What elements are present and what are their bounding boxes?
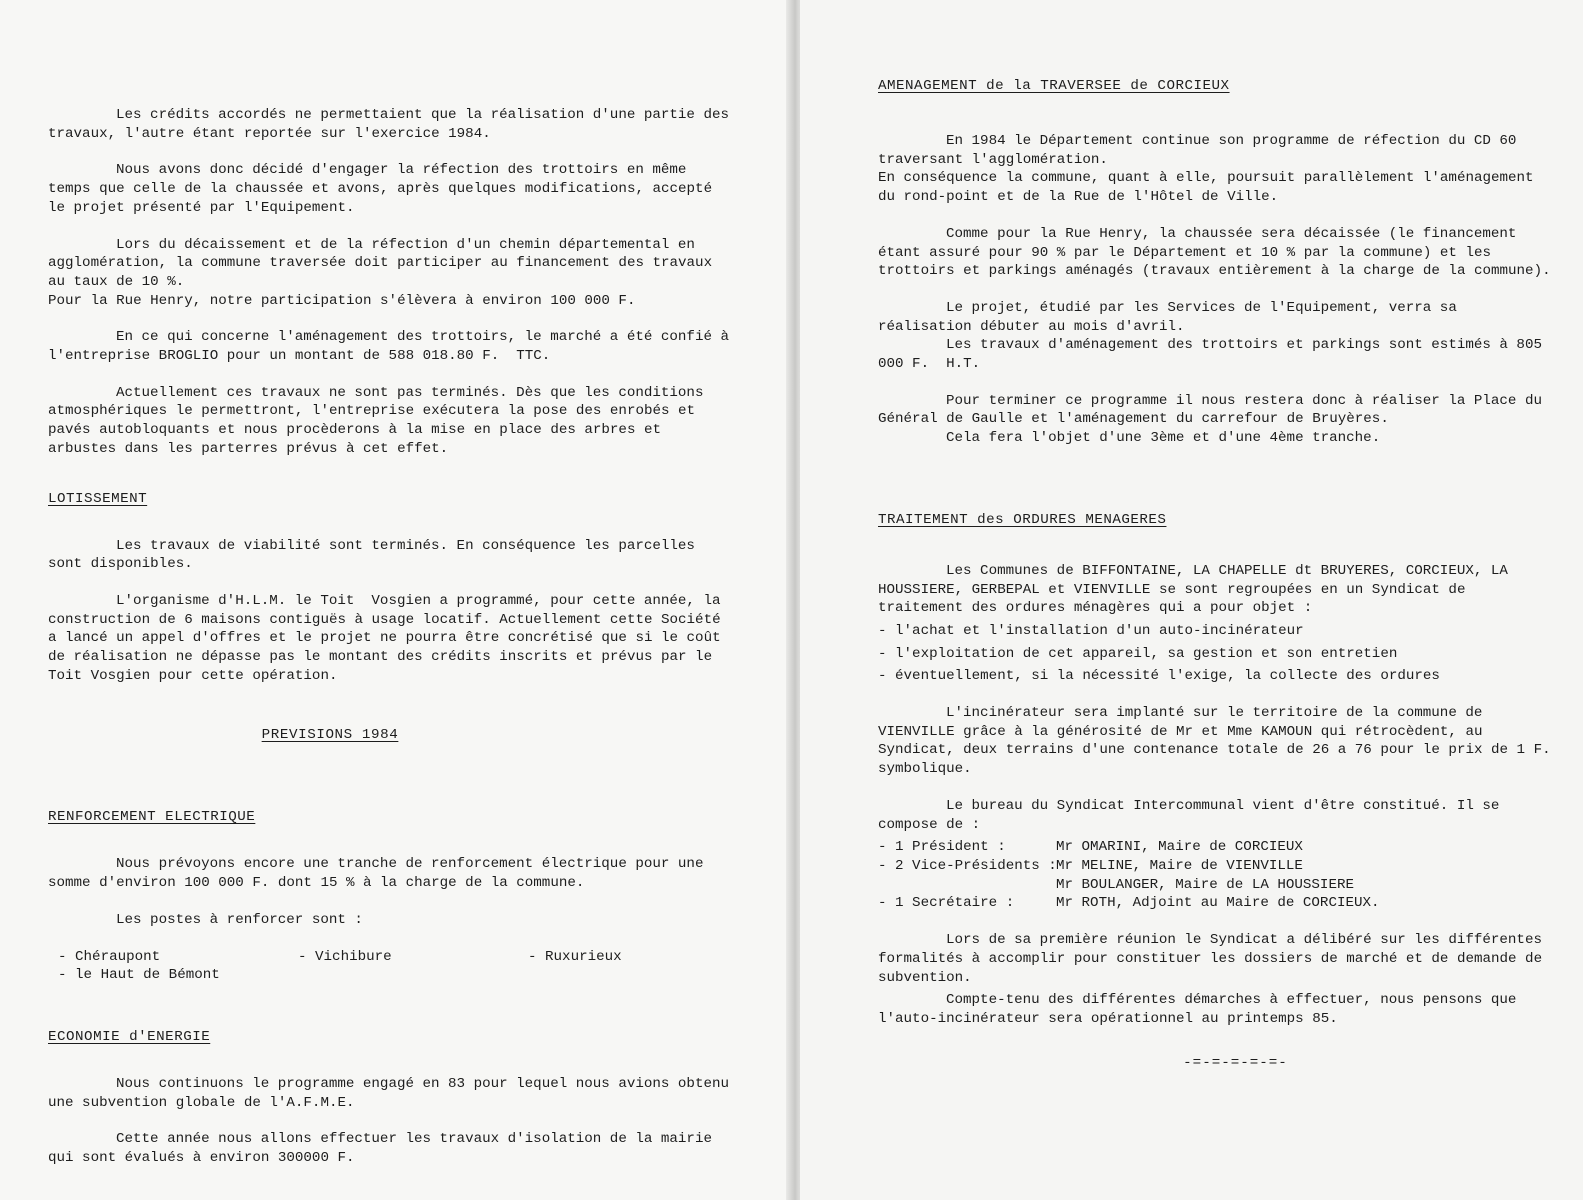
paragraph: Le bureau du Syndicat Intercommunal vient d'être constitué. Il se compose de : [878, 797, 1508, 833]
list-item: - l'exploitation de cet appareil, sa gestion et son entretien [878, 645, 1398, 662]
bureau-row [878, 857, 1553, 876]
paragraph: Nous avons donc décidé d'engager la réfection des trottoirs en même temps que celle de la chaussée et avons, après quelques modifications, accepté le projet présenté par l'Equipement. [48, 162, 721, 216]
postes-list [58, 948, 732, 985]
bureau-role: - 2 Vice-Présidents : [878, 857, 1057, 874]
paragraph: Les postes à renforcer sont : [116, 911, 363, 928]
paragraph: Actuellement ces travaux ne sont pas terminés. Dès que les conditions atmosphériques le permettront, l'entreprise exécutera la pose des enrobés et pavés autobloquants et nous procèderons à la mise en place des arbres et arbustes dans les parterres prévus à cet effet. [48, 384, 712, 457]
objets-list [878, 622, 1553, 686]
paragraph: En 1984 le Département continue son programme de réfection du CD 60 traversant l'agglomération. [878, 133, 1525, 168]
paragraph: Les Communes de BIFFONTAINE, LA CHAPELLE dt BRUYERES, CORCIEUX, LA HOUSSIERE, GERBEPAL et VIENVILLE se sont regroupées en un Syndicat de traitement des ordures ménagères qui a pour objet : [878, 562, 1517, 617]
list-item: - l'achat et l'installation d'un auto-incinérateur [878, 622, 1304, 639]
bureau-name: Mr MELINE, Maire de VIENVILLE [1056, 857, 1303, 874]
paragraph: L'organisme d'H.L.M. le Toit Vosgien a programmé, pour cette année, la construction de 6 maisons contiguës à usage locatif. Actuellement cette Société a lancé un appel d'offres et le projet ne pourra être concrétisé que si le coût de réalisation ne dépasse pas le montant des crédits inscrits et prévus par le Toit Vosgien pour cette opération. [48, 592, 730, 684]
paragraph: Pour la Rue Henry, notre participation s'élèvera à environ 100 000 F. [48, 292, 636, 309]
bureau-role: - 1 Président : [878, 839, 1006, 856]
right-page [800, 0, 1583, 1200]
paragraph: Pour terminer ce programme il nous restera donc à réaliser la Place du Général de Gaulle et l'aménagement du carrefour de Bruyères. [878, 392, 1551, 428]
section-heading-economie: ECONOMIE d'ENERGIE [48, 1028, 211, 1045]
bureau-row [878, 838, 1553, 857]
paragraph: Lors du décaissement et de la réfection d'un chemin départemental en agglomération, la commune traversée doit participer au financement des travaux au taux de 10 %. [48, 236, 721, 290]
section-heading-amenagement: AMENAGEMENT de la TRAVERSEE de CORCIEUX [878, 78, 1230, 94]
bureau-row [878, 894, 1553, 913]
paragraph: L'incinérateur sera implanté sur le territoire de la commune de VIENVILLE grâce à la générosité de Mr et Mme KAMOUN qui rétrocèdent, au Syndicat, deux terrains d'une contenance totale de 26 a 76 pour le prix de 1 F. symbolique. [878, 705, 1560, 778]
section-heading-previsions [48, 725, 732, 743]
paragraph: Nous prévoyons encore une tranche de renforcement électrique pour une somme d'environ 100 000 F. dont 15 % à la charge de la commune. [48, 856, 712, 892]
previsions-title: PREVISIONS 1984 [261, 727, 399, 744]
paragraph: Cela fera l'objet d'une 3ème et d'une 4ème tranche. [946, 430, 1381, 447]
paragraph: Les travaux d'aménagement des trottoirs et parkings sont estimés à 805 000 F. H.T. [878, 337, 1551, 373]
paragraph: En conséquence la commune, quant à elle, poursuit parallèlement l'aménagement du rond-point et de la Rue de l'Hôtel de Ville. [878, 170, 1543, 206]
bureau-list [878, 838, 1553, 913]
bureau-name: Mr ROTH, Adjoint au Maire de CORCIEUX. [1056, 895, 1380, 912]
bureau-row [878, 876, 1553, 895]
bureau-role: - 1 Secrétaire : [878, 895, 1015, 912]
section-heading-renforcement: RENFORCEMENT ELECTRIQUE [48, 809, 256, 826]
paragraph: Compte-tenu des différentes démarches à effectuer, nous pensons que l'auto-incinérateur sera opérationnel au printemps 85. [878, 992, 1525, 1027]
paragraph: Le projet, étudié par les Services de l'Equipement, verra sa réalisation débuter au mois d'avril. [878, 299, 1466, 335]
list-item: - Chéraupont [58, 948, 161, 965]
paragraph: Cette année nous allons effectuer les travaux d'isolation de la mairie qui sont évalués à environ 300000 F. [48, 1131, 721, 1167]
paragraph: Comme pour la Rue Henry, la chaussée sera décaissée (le financement étant assuré pour 90 % par le Département et 10 % par la commune) et les trottoirs et parkings aménagés (travaux entièrement à la charge de la commune). [878, 225, 1551, 280]
paragraph: Lors de sa première réunion le Syndicat a délibéré sur les différentes formalités à accomplir pour constituer les dossiers de marché et de demande de subvention. [878, 932, 1551, 986]
bureau-role [878, 876, 1056, 895]
list-item: - Vichibure [298, 948, 392, 965]
list-item: - Ruxurieux [528, 948, 622, 965]
bureau-name: Mr BOULANGER, Maire de LA HOUSSIERE [1056, 876, 1354, 893]
list-item: - éventuellement, si la nécessité l'exige, la collecte des ordures [878, 668, 1440, 685]
paragraph: Nous continuons le programme engagé en 83 pour lequel nous avions obtenu une subvention globale de l'A.F.M.E. [48, 1075, 738, 1111]
paragraph: Les crédits accordés ne permettaient que la réalisation d'une partie des travaux, l'autre étant reportée sur l'exercice 1984. [48, 107, 738, 142]
paragraph: Les travaux de viabilité sont terminés. En conséquence les parcelles sont disponibles. [48, 537, 704, 573]
paragraph: En ce qui concerne l'aménagement des trottoirs, le marché a été confié à l'entreprise BROGLIO pour un montant de 588 018.80 F. TTC. [48, 329, 738, 365]
section-heading-lotissement: LOTISSEMENT [48, 490, 148, 507]
bureau-name: Mr OMARINI, Maire de CORCIEUX [1056, 839, 1303, 856]
section-heading-ordures: TRAITEMENT des ORDURES MENAGERES [878, 511, 1167, 528]
list-item: - le Haut de Bémont [58, 967, 220, 984]
closing-separator: -=-=-=-=-=- [1183, 1054, 1288, 1071]
